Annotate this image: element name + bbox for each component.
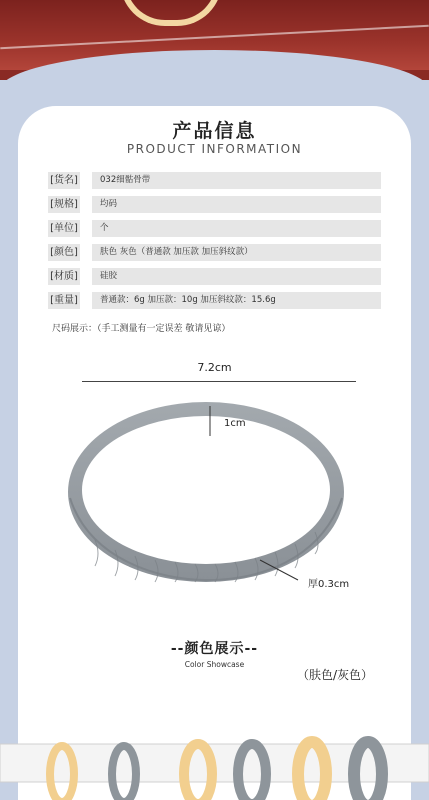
- section-subtitle: PRODUCT INFORMATION: [126, 142, 303, 156]
- spec-value: 普通款：6g 加压款：10g 加压斜纹款：15.6g: [92, 292, 381, 309]
- size-note: 尺码展示：（手工测量有一定误差 敬请见谅）: [52, 324, 231, 334]
- color-showcase-subtitle: Color Showcase: [184, 660, 245, 669]
- spec-key: [颜色]: [48, 244, 80, 261]
- spec-key: [货名]: [48, 172, 80, 189]
- spec-row-name: [48, 172, 381, 189]
- color-showcase-title: --颜色展示--: [170, 641, 259, 657]
- spec-value: 肤色 灰色（普通款 加压款 加压斜纹款）: [92, 244, 381, 261]
- spec-key: [规格]: [48, 196, 80, 213]
- spec-value: 均码: [92, 196, 381, 213]
- thickness-dimension-label: 厚0.3cm: [308, 579, 350, 590]
- height-dimension-label: 1cm: [224, 418, 246, 429]
- spec-row-unit: [48, 220, 381, 237]
- spec-row-size: [48, 196, 381, 213]
- spec-value: 032细骷骨带: [92, 172, 381, 189]
- width-dimension-line: [82, 381, 356, 382]
- top-product-photo: [0, 0, 429, 80]
- spec-value: 硅胶: [92, 268, 381, 285]
- spec-key: [材质]: [48, 268, 80, 285]
- spec-key: [单位]: [48, 220, 80, 237]
- width-dimension-label: 7.2cm: [197, 361, 232, 374]
- spec-row-color: [48, 244, 381, 261]
- color-variants-label: （肤色/灰色）: [297, 668, 374, 682]
- gray-band-image: [68, 402, 344, 582]
- band-diagram: [0, 390, 429, 610]
- bottom-color-photo: [0, 700, 429, 800]
- section-title: 产品信息: [172, 120, 257, 142]
- spec-row-material: [48, 268, 381, 285]
- spec-value: 个: [92, 220, 381, 237]
- spec-row-weight: [48, 292, 381, 309]
- spec-key: [重量]: [48, 292, 80, 309]
